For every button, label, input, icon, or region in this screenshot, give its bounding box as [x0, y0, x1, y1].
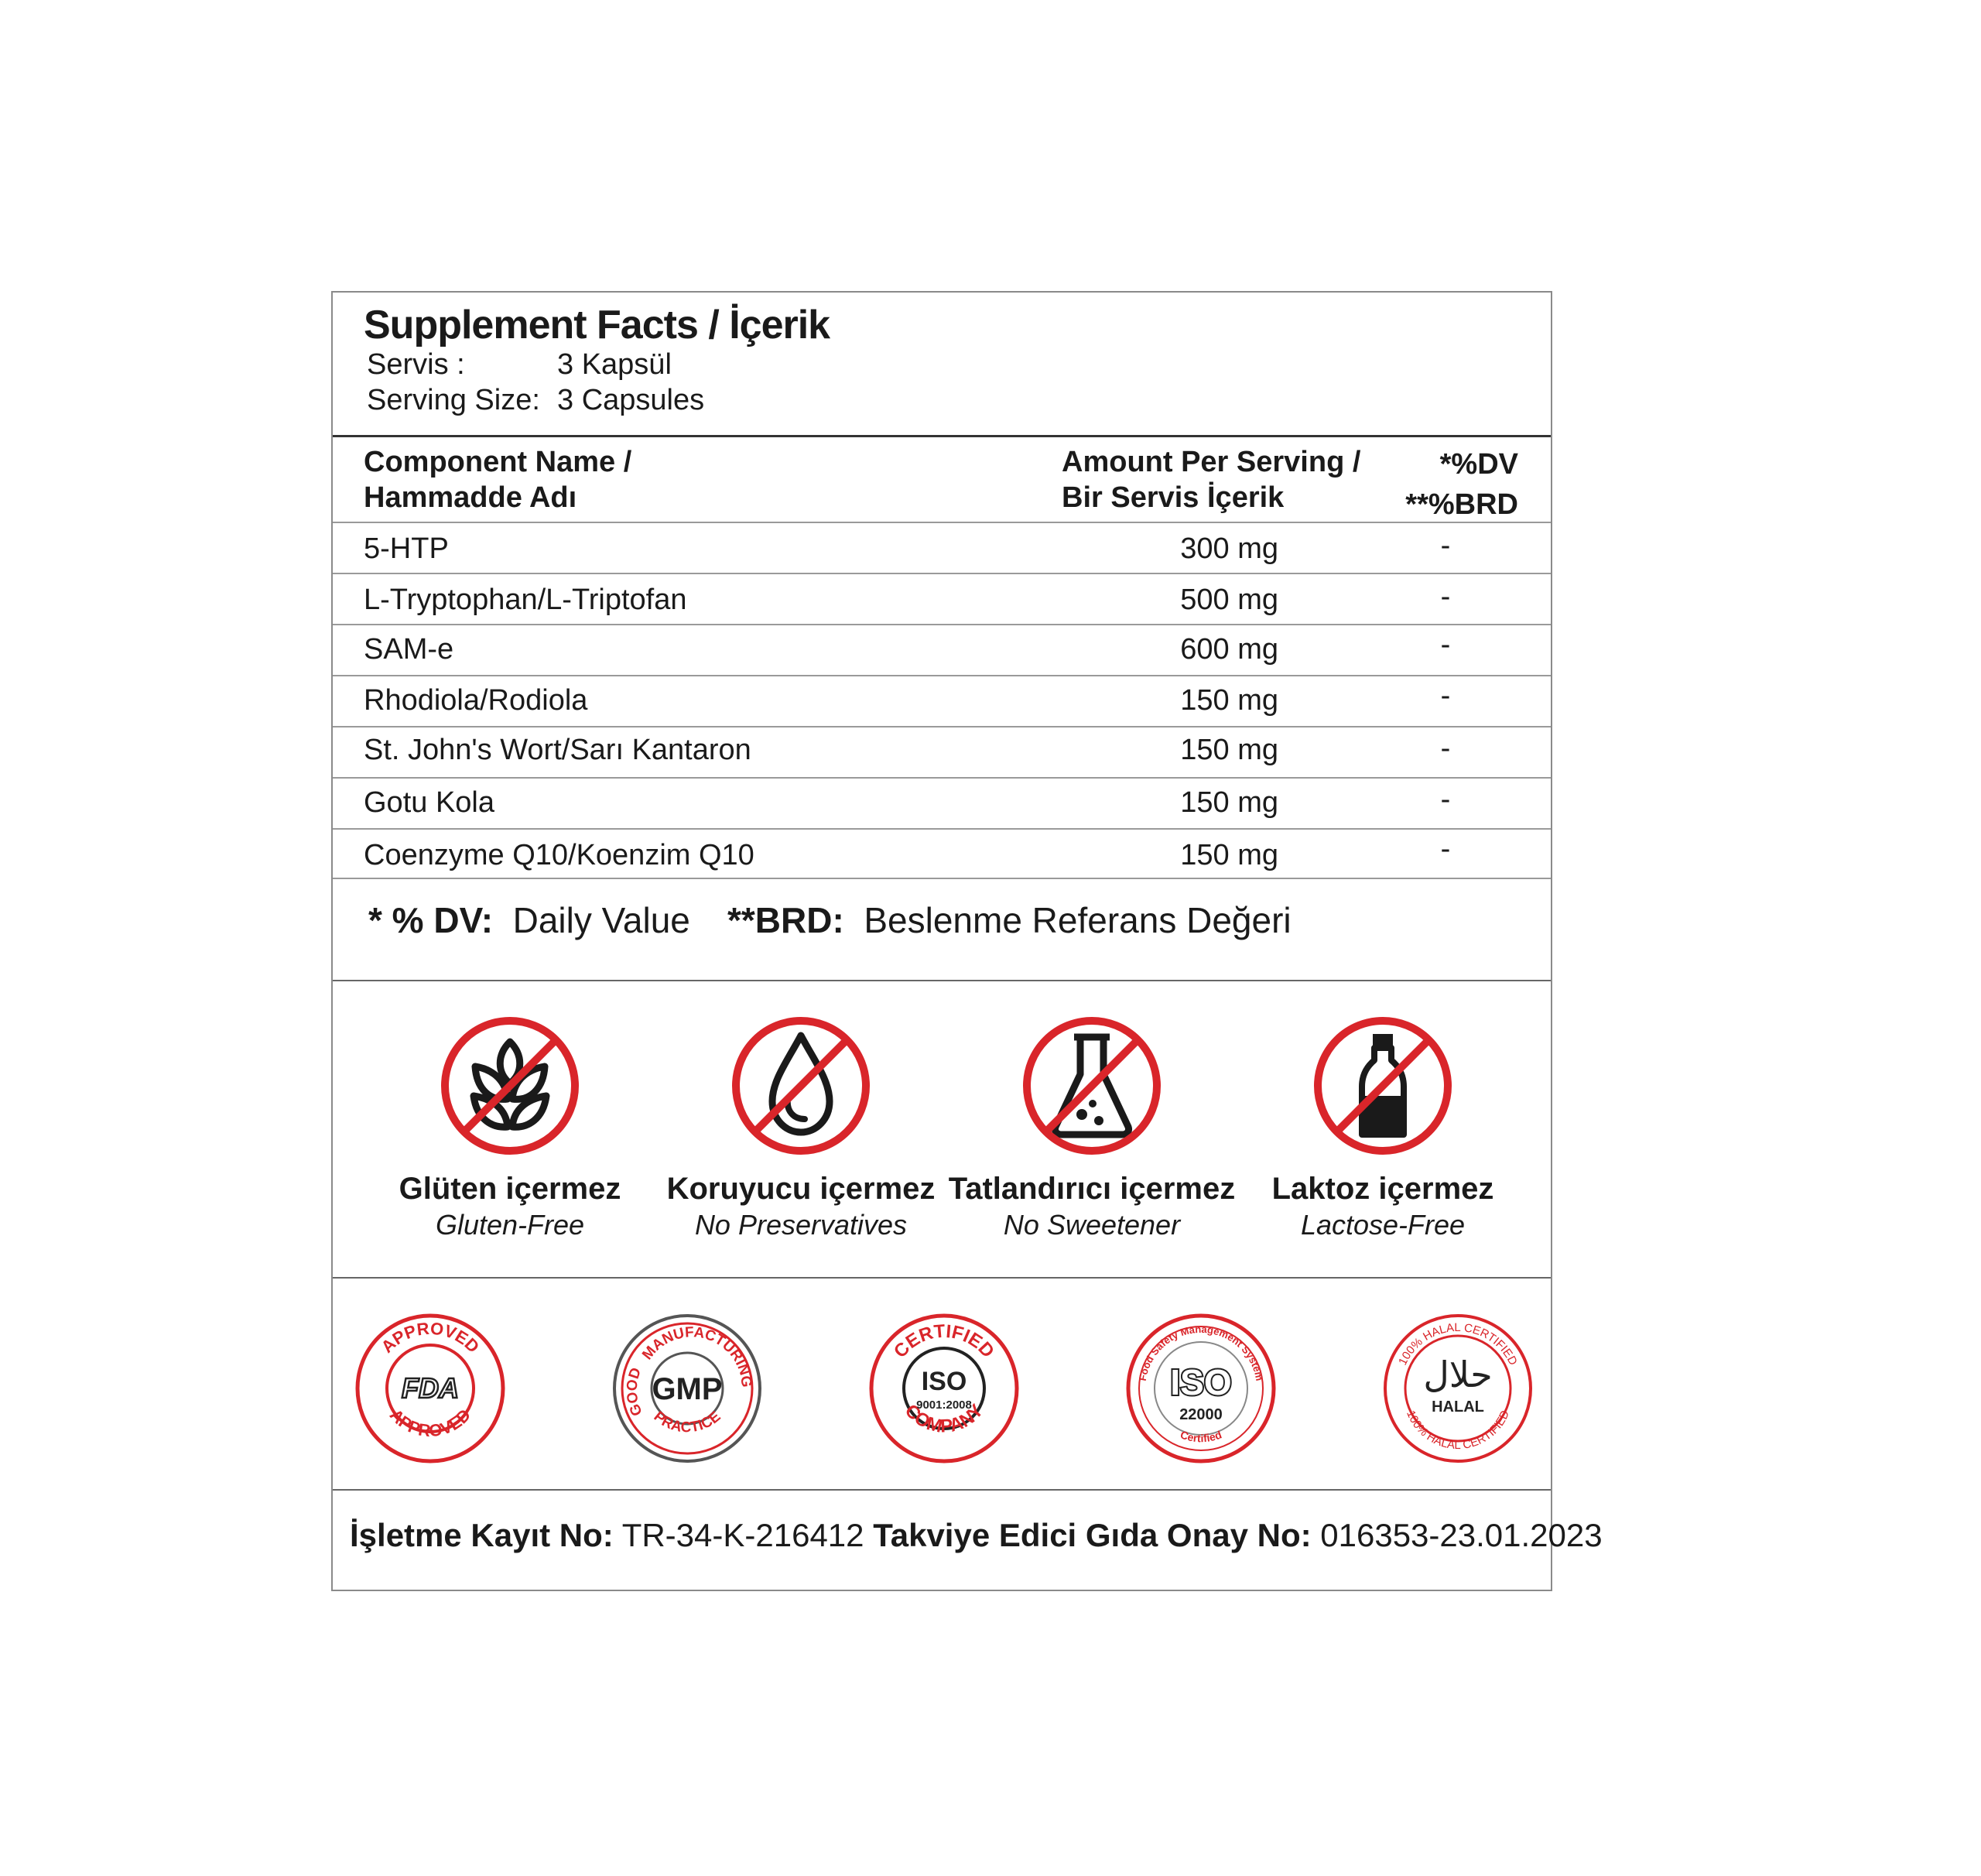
no-gluten-subtitle: Gluten-Free — [435, 1209, 585, 1241]
gmp-ring-top: MANUFACTURING — [639, 1324, 754, 1388]
halal-arabic: حلال — [1423, 1354, 1493, 1395]
row-divider — [333, 777, 1551, 779]
gmp-seal — [610, 1311, 765, 1466]
col-header-dv: *%DV **%BRD — [1405, 448, 1518, 521]
halal-ring-bottom: 100% HALAL CERTIFIED — [1404, 1408, 1512, 1453]
iso-22000-text: ISO — [1170, 1362, 1232, 1402]
svg-text:PRACTICE — [651, 1409, 724, 1436]
fda-approved-seal — [353, 1311, 508, 1466]
iso-22000-ring-top: Food Safety Management System — [1136, 1323, 1266, 1382]
footnote-brd-label: **BRD: — [727, 900, 844, 940]
iso-9001-ring-top: CERTIFIED — [889, 1320, 999, 1362]
halal-ring-top: 100% HALAL CERTIFIED — [1396, 1320, 1520, 1368]
table-row-dv: - — [1440, 732, 1451, 765]
no-lactose-title: Laktoz içermez — [1271, 1172, 1494, 1206]
table-row-name: St. John's Wort/Sarı Kantaron — [364, 734, 751, 766]
table-row-name: 5-HTP — [364, 532, 449, 565]
no-preservatives-subtitle: No Preservatives — [694, 1209, 908, 1241]
footnote-dv-label: * % DV: — [368, 900, 494, 940]
table-row-amount: 300 mg — [1180, 532, 1278, 565]
halal-text: HALAL — [1432, 1398, 1484, 1416]
svg-text:APPROVED — [386, 1405, 474, 1441]
table-bottom-divider — [333, 878, 1551, 879]
gmp-text: GMP — [652, 1372, 723, 1406]
row-divider — [333, 573, 1551, 574]
registration-line — [350, 1517, 1603, 1554]
no-gluten-title: Glüten içermez — [399, 1172, 621, 1206]
no-preservatives-icon — [727, 1012, 874, 1159]
svg-text:GOOD — [624, 1366, 645, 1419]
no-sweetener-subtitle: No Sweetener — [1003, 1209, 1181, 1241]
table-row-name: L-Tryptophan/L-Triptofan — [364, 584, 687, 616]
table-row-amount: 150 mg — [1180, 684, 1278, 717]
registration-value-1: TR-34-K-216412 — [621, 1517, 864, 1553]
table-row-amount: 500 mg — [1180, 584, 1278, 616]
table-row-dv: - — [1440, 628, 1451, 661]
fda-text: FDA — [402, 1372, 459, 1404]
table-row-amount: 150 mg — [1180, 734, 1278, 766]
row-divider — [333, 726, 1551, 727]
table-row-name: Gotu Kola — [364, 786, 494, 819]
footnote-dv — [368, 899, 690, 941]
table-header-divider — [333, 522, 1551, 523]
footnote-dv-text: Daily Value — [512, 900, 690, 940]
footnote-divider — [333, 980, 1551, 981]
table-row-dv: - — [1440, 529, 1451, 562]
fda-ring-top: APPROVED — [377, 1318, 484, 1357]
no-lactose-icon — [1309, 1012, 1456, 1159]
gmp-ring-left: GOOD — [624, 1365, 646, 1419]
header-divider — [333, 435, 1551, 437]
no-lactose-subtitle: Lactose-Free — [1300, 1209, 1466, 1241]
iso-22000-subtext: 22000 — [1179, 1406, 1223, 1423]
no-sweetener-title: Tatlandırıcı içermez — [948, 1172, 1236, 1206]
serving-size-label: Serving Size: — [367, 384, 540, 416]
no-preservatives-title: Koruyucu içermez — [666, 1172, 936, 1206]
label-title: Supplement Facts / İçerik — [364, 303, 830, 347]
iso-22000-ring-bottom: Certified — [1179, 1428, 1223, 1445]
table-row-dv: - — [1440, 680, 1451, 712]
no-sweetener-icon — [1018, 1012, 1165, 1159]
iso-9001-subtext: 9001:2008 — [916, 1398, 972, 1412]
table-row-name: Rhodiola/Rodiola — [364, 684, 588, 717]
table-row-amount: 600 mg — [1180, 633, 1278, 666]
iso-9001-text: ISO — [921, 1367, 967, 1396]
servis-value: 3 Kapsül — [557, 348, 672, 381]
table-row-name: Coenzyme Q10/Koenzim Q10 — [364, 839, 754, 871]
gmp-ring-bottom: PRACTICE — [650, 1408, 724, 1436]
halal-seal — [1381, 1311, 1535, 1466]
table-row-dv: - — [1440, 783, 1451, 816]
serving-size-value: 3 Capsules — [557, 384, 705, 416]
table-row-name: SAM-e — [364, 633, 454, 666]
icons-divider — [333, 1277, 1551, 1279]
table-row-dv: - — [1440, 580, 1451, 613]
footnote-brd — [727, 899, 1292, 941]
registration-label-2: Takviye Edici Gıda Onay No: — [873, 1517, 1312, 1553]
seals-divider — [333, 1489, 1551, 1491]
row-divider — [333, 675, 1551, 676]
iso-9001-seal — [867, 1311, 1021, 1466]
table-row-amount: 150 mg — [1180, 839, 1278, 871]
footnote-brd-text: Beslenme Referans Değeri — [864, 900, 1292, 940]
table-row-amount: 150 mg — [1180, 786, 1278, 819]
row-divider — [333, 624, 1551, 625]
registration-label-1: İşletme Kayıt No: — [350, 1517, 614, 1553]
svg-text:Certified — [1179, 1428, 1223, 1444]
supplement-facts-label — [331, 291, 1603, 1591]
fda-ring-bottom: APPROVED — [385, 1405, 475, 1441]
servis-label: Servis : — [367, 348, 465, 381]
iso-22000-seal — [1124, 1311, 1278, 1466]
table-row-dv: - — [1440, 833, 1451, 865]
registration-value-2: 016353-23.01.2023 — [1320, 1517, 1603, 1553]
col-header-name: Component Name / Hammadde Adı — [364, 446, 632, 514]
row-divider — [333, 828, 1551, 830]
col-header-amount: Amount Per Serving / Bir Servis İçerik — [1062, 446, 1361, 514]
iso-9001-ring-bottom: COMPANY — [900, 1400, 988, 1437]
no-gluten-icon — [436, 1012, 583, 1159]
